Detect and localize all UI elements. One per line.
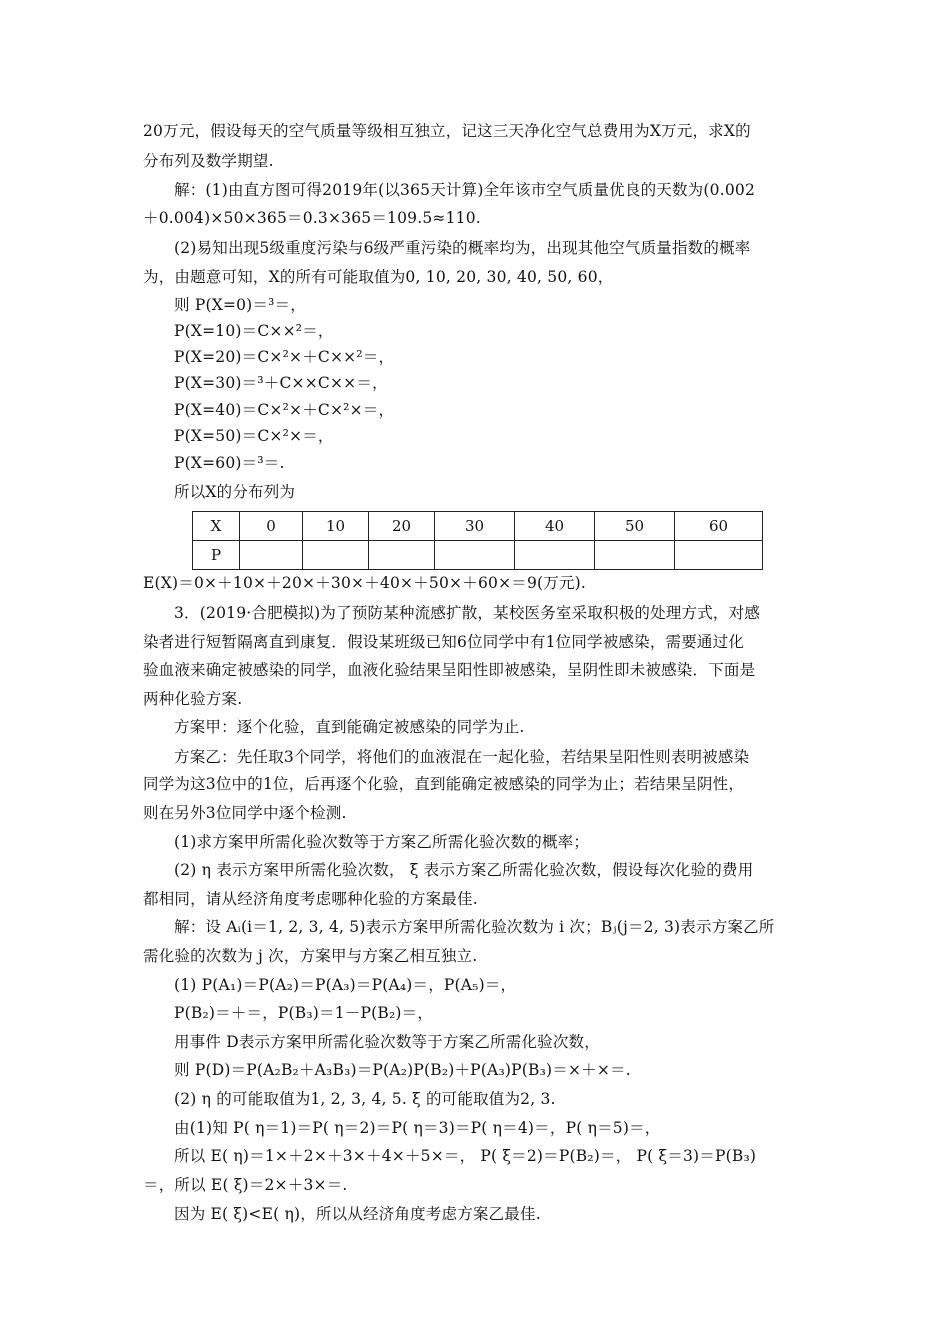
text-line: 方案甲：逐个化验，直到能确定被感染的同学为止. xyxy=(174,718,525,736)
text-line: P(X=50)＝C×²×＝， xyxy=(174,427,334,445)
text-line: P(X=30)＝³＋C××C××＝， xyxy=(174,374,388,392)
table-cell: 40 xyxy=(515,512,595,541)
text-line: (2)易知出现5级重度污染与6级严重污染的概率均为，出现其他空气质量指数的概率 xyxy=(174,239,751,257)
table-cell xyxy=(303,541,369,570)
table-cell: X xyxy=(193,512,240,541)
text-line: P(X=40)＝C×²×＋C×²×＝， xyxy=(174,401,395,419)
text-line: (1)求方案甲所需化验次数等于方案乙所需化验次数的概率； xyxy=(174,833,590,851)
table-cell: 50 xyxy=(595,512,675,541)
text-line: P(X=20)＝C×²×＋C××²＝， xyxy=(174,348,395,366)
text-line: 20万元，假设每天的空气质量等级相互独立，记这三天净化空气总费用为X万元，求X的 xyxy=(143,122,751,140)
table-cell xyxy=(595,541,675,570)
table-cell xyxy=(369,541,435,570)
text-line: 方案乙：先任取3个同学，将他们的血液混在一起化验，若结果呈阳性则表明被感染 xyxy=(174,748,750,766)
text-line: 则在另外3位同学中逐个检测. xyxy=(143,804,347,822)
text-line: 染者进行短暂隔离直到康复．假设某班级已知6位同学中有1位同学被感染，需要通过化 xyxy=(143,633,745,651)
text-line: 3．(2019·合肥模拟)为了预防某种流感扩散，某校医务室采取积极的处理方式，对感 xyxy=(174,604,761,622)
text-line: P(X=10)＝C××²＝， xyxy=(174,322,334,340)
text-line: (2) η 表示方案甲所需化验次数， ξ 表示方案乙所需化验次数，假设每次化验的费用 xyxy=(174,861,754,879)
text-line: 为，由题意可知，X的所有可能取值为0, 10, 20, 30, 40, 50, 60， xyxy=(143,268,614,286)
text-line: 所以 E( η)＝1×＋2×＋3×＋4×＋5×＝， P( ξ＝2)＝P(B₂)＝， P( ξ＝3)＝P(B₃) xyxy=(174,1147,757,1165)
table-cell xyxy=(515,541,595,570)
text-line: 解：(1)由直方图可得2019年(以365天计算)全年该市空气质量优良的天数为(0.002 xyxy=(174,181,756,199)
text-line: 所以X的分布列为 xyxy=(174,483,296,501)
table-row xyxy=(193,512,763,541)
text-line: 因为 E( ξ)<E( η)，所以从经济角度考虑方案乙最佳. xyxy=(174,1205,541,1223)
text-line: 用事件 D表示方案甲所需化验次数等于方案乙所需化验次数， xyxy=(174,1033,600,1051)
text-line: 需化验的次数为 j 次，方案甲与方案乙相互独立. xyxy=(143,947,478,965)
text-line: ＋0.004)×50×365＝0.3×365＝109.5≈110. xyxy=(143,209,481,227)
table-cell xyxy=(675,541,763,570)
table-row xyxy=(193,541,763,570)
table-cell: 30 xyxy=(435,512,515,541)
text-line: E(X)＝0×＋10×＋20×＋30×＋40×＋50×＋60×＝9(万元). xyxy=(143,574,587,592)
table-cell: 0 xyxy=(240,512,303,541)
distribution-table xyxy=(192,511,763,570)
table-cell: P xyxy=(193,541,240,570)
text-line: P(X=60)＝³＝. xyxy=(174,454,285,472)
table-cell: 60 xyxy=(675,512,763,541)
text-line: 同学为这3位中的1位，后再逐个化验，直到能确定被感染的同学为止；若结果呈阴性， xyxy=(143,775,745,793)
table-cell: 10 xyxy=(303,512,369,541)
text-line: 解：设 Aᵢ(i＝1, 2, 3, 4, 5)表示方案甲所需化验次数为 i 次；Bⱼ(j＝2, 3)表示方案乙所 xyxy=(174,918,775,936)
table-cell xyxy=(435,541,515,570)
text-line: 则 P(D)＝P(A₂B₂＋A₃B₃)＝P(A₂)P(B₂)＋P(A₃)P(B₃)＝×＋×＝. xyxy=(174,1061,631,1079)
text-line: 分布列及数学期望. xyxy=(143,152,274,170)
table-cell: 20 xyxy=(369,512,435,541)
text-line: 两种化验方案. xyxy=(143,690,243,708)
text-line: 则 P(X=0)＝³＝， xyxy=(174,296,306,314)
text-line: 都相同，请从经济角度考虑哪种化验的方案最佳. xyxy=(143,890,478,908)
text-line: P(B₂)＝＋＝，P(B₃)＝1－P(B₂)＝， xyxy=(174,1004,434,1022)
text-line: (1) P(A₁)＝P(A₂)＝P(A₃)＝P(A₄)＝，P(A₅)＝， xyxy=(174,976,517,994)
table-cell xyxy=(240,541,303,570)
text-line: ＝，所以 E( ξ)＝2×＋3×＝. xyxy=(143,1176,348,1194)
text-line: 由(1)知 P( η＝1)＝P( η＝2)＝P( η＝3)＝P( η＝4)＝，P( η＝5)＝， xyxy=(174,1119,661,1137)
text-line: (2) η 的可能取值为1, 2, 3, 4, 5. ξ 的可能取值为2, 3. xyxy=(174,1090,556,1108)
text-line: 验血液来确定被感染的同学，血液化验结果呈阳性即被感染，呈阴性即未被感染．下面是 xyxy=(143,661,756,679)
